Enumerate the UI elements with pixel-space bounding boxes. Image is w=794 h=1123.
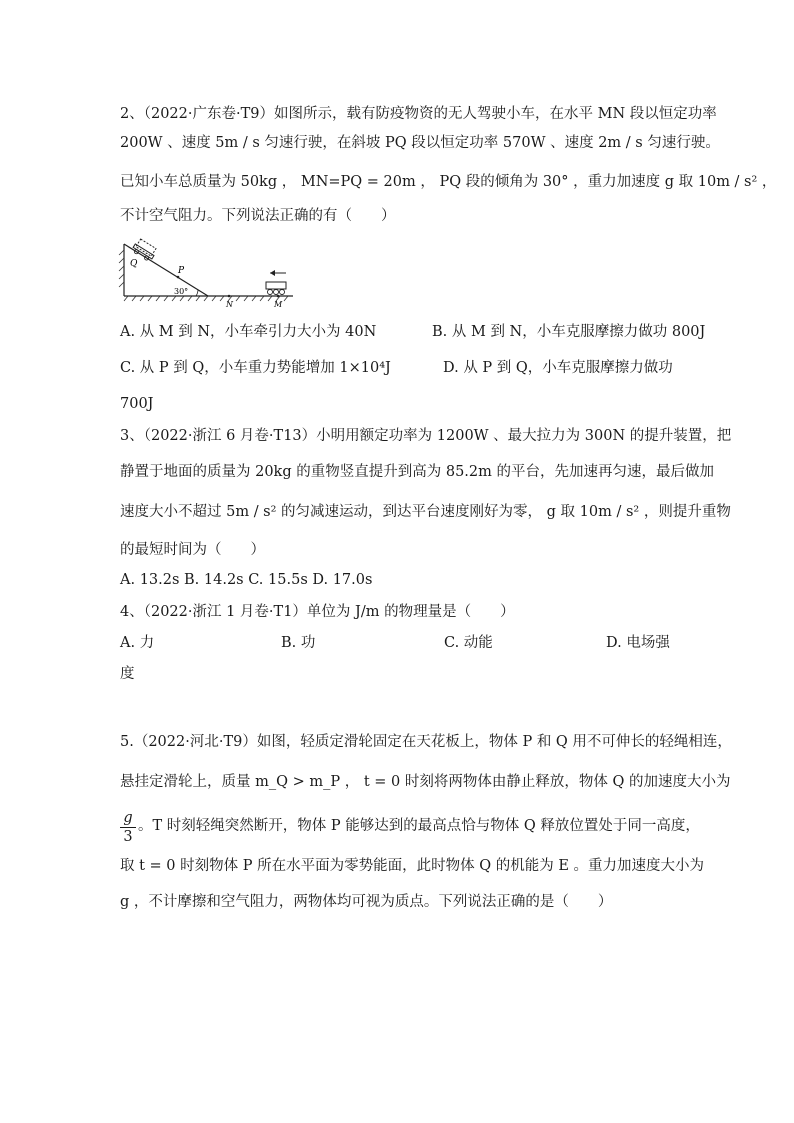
q4-option-a: A. 力 bbox=[120, 635, 155, 651]
q2-option-c: C. 从 P 到 Q，小车重力势能增加 1×10⁴J bbox=[120, 360, 391, 376]
q5-line-2: 悬挂定滑轮上，质量 m_Q > m_P ， t = 0 时刻将两物体由静止释放，物体 Q 的加速度大小为 bbox=[120, 774, 731, 790]
q3-line-4: 的最短时间为（ ） bbox=[120, 542, 265, 558]
q2-line-1: 2、（2022·广东卷·T9）如图所示，载有防疫物资的无人驾驶小车，在水平 MN 段以恒定功率 bbox=[120, 106, 717, 122]
q4-option-d: D. 电场强 bbox=[606, 635, 670, 651]
label-p: P bbox=[178, 266, 185, 276]
q5-line-5: g ，不计摩擦和空气阻力，两物体均可视为质点。下列说法正确的是（ ） bbox=[120, 894, 613, 910]
q2-option-b: B. 从 M 到 N，小车克服摩擦力做功 800J bbox=[432, 324, 706, 340]
label-q: Q bbox=[130, 259, 138, 269]
q3-line-2: 静置于地面的质量为 20kg 的重物竖直提升到高为 85.2m 的平台，先加速再匀速，最后做加 bbox=[120, 464, 714, 480]
q2-option-a: A. 从 M 到 N，小车牵引力大小为 40N bbox=[120, 324, 377, 340]
q5-line-3: 。T 时刻轻绳突然断开，物体 P 能够达到的最高点恰与物体 Q 释放位置处于同一高度， bbox=[138, 818, 700, 834]
fraction-numerator: g bbox=[123, 810, 133, 826]
q2-option-d-continued: 700J bbox=[120, 396, 154, 412]
label-m: M bbox=[274, 300, 283, 309]
q2-line-4: 不计空气阻力。下列说法正确的有（ ） bbox=[120, 208, 396, 224]
q2-incline-figure bbox=[118, 236, 318, 310]
q5-line-4: 取 t = 0 时刻物体 P 所在水平面为零势能面，此时物体 Q 的机能为 E 。重力加速度大小为 bbox=[120, 858, 705, 874]
q3-options: A. 13.2s B. 14.2s C. 15.5s D. 17.0s bbox=[120, 572, 373, 588]
q4-option-b: B. 功 bbox=[281, 635, 316, 651]
q4-line-1: 4、（2022·浙江 1 月卷·T1）单位为 J/m 的物理量是（ ） bbox=[120, 604, 515, 620]
q2-line-2: 200W 、速度 5m / s 匀速行驶，在斜坡 PQ 段以恒定功率 570W 、速度 2m / s 匀速行驶。 bbox=[120, 135, 720, 151]
label-angle: 30° bbox=[174, 287, 189, 296]
q2-line-3: 已知小车总质量为 50kg ， MN=PQ = 20m ， PQ 段的倾角为 30° ，重力加速度 g 取 10m / s² ， bbox=[120, 174, 777, 190]
q2-option-d: D. 从 P 到 Q，小车克服摩擦力做功 bbox=[443, 360, 673, 376]
q3-line-1: 3、（2022·浙江 6 月卷·T13）小明用额定功率为 1200W 、最大拉力为 300N 的提升装置，把 bbox=[120, 428, 732, 444]
q4-option-d-continued: 度 bbox=[120, 666, 135, 682]
q4-option-c: C. 动能 bbox=[444, 635, 493, 651]
q5-fraction-g-over-3 bbox=[120, 810, 136, 845]
q3-line-3: 速度大小不超过 5m / s² 的匀减速运动，到达平台速度刚好为零， g 取 10m / s² ，则提升重物 bbox=[120, 504, 731, 520]
label-n: N bbox=[226, 300, 233, 309]
fraction-denominator: 3 bbox=[123, 829, 133, 845]
cart-on-ground bbox=[266, 270, 286, 295]
q5-line-1: 5.（2022·河北·T9）如图，轻质定滑轮固定在天花板上，物体 P 和 Q 用不可伸长的轻绳相连， bbox=[120, 734, 732, 750]
